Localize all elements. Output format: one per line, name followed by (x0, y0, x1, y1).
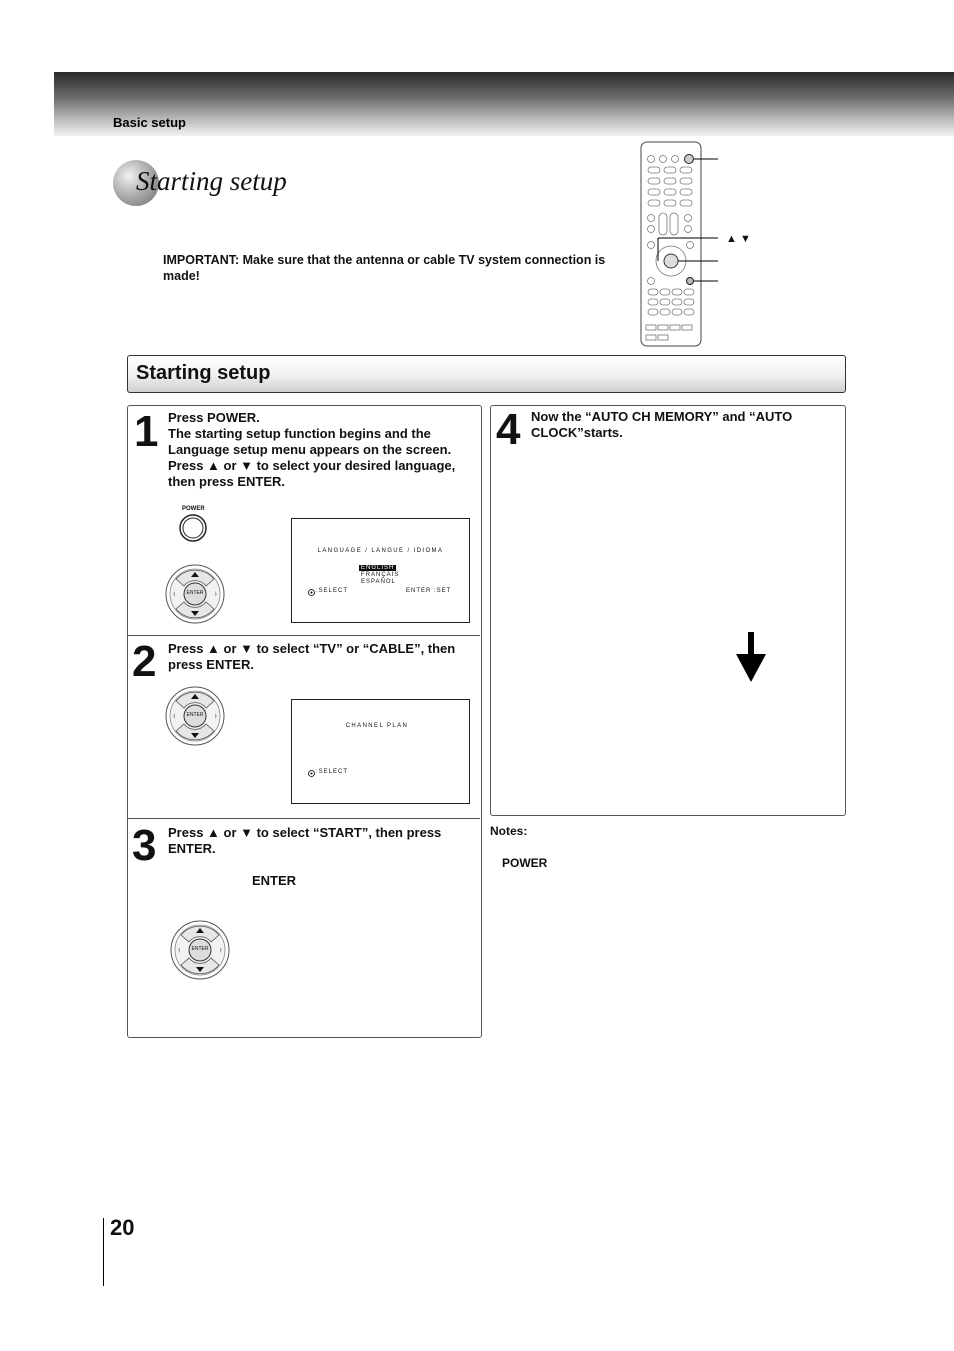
section-label: Basic setup (113, 115, 186, 130)
notes-power: POWER (502, 856, 548, 870)
section-banner-title: Starting setup (136, 362, 271, 384)
page-title: Starting setup (136, 166, 287, 196)
enter-button-label: ENTER (191, 946, 209, 952)
language-option: ESPAÑOL (361, 579, 396, 585)
step-2-line: press ENTER. (168, 657, 254, 672)
step-divider (128, 635, 480, 636)
page-number-rule (103, 1218, 104, 1286)
channel-plan-screen-title: CHANNEL PLAN (345, 723, 409, 729)
enter-button-label: ENTER (186, 712, 204, 718)
channel-plan-screen (291, 699, 470, 804)
step-3-line: Press ▲ or ▼ to select “START”, then press (168, 825, 442, 840)
step-2-instructions (168, 641, 478, 673)
language-option: FRANÇAIS (361, 572, 400, 578)
step-3-line: ENTER. (168, 841, 216, 856)
language-option-selected: ENGLISH (361, 565, 395, 571)
step-1-line: Language setup menu appears on the screen. (168, 442, 452, 457)
step-4-box (490, 405, 846, 816)
step-2-number: 2 (132, 637, 157, 686)
step-3-enter-label: ENTER (252, 873, 297, 888)
language-screen-title: LANGUAGE / LANGUE / IDIOMA (317, 548, 444, 554)
step-2-line: Press ▲ or ▼ to select “TV” or “CABLE”, then (168, 641, 456, 656)
step-3-instructions (168, 825, 478, 857)
select-dpad-icon (308, 770, 315, 777)
step-divider (128, 818, 480, 819)
step-1-number: 1 (134, 407, 159, 456)
language-options (359, 565, 399, 586)
important-note: IMPORTANT: Make sure that the antenna or cable TV system connection is made! (163, 253, 606, 283)
step-4-number: 4 (496, 405, 521, 454)
select-dpad-icon (308, 589, 315, 596)
step-1-instructions (168, 410, 478, 490)
step-1-line: The starting setup function begins and the (168, 426, 431, 441)
down-arrow-icon (735, 632, 767, 682)
header-band (54, 72, 954, 136)
screen-set-hint: ENTER :SET (406, 588, 452, 594)
notes-label: Notes: (490, 824, 528, 838)
power-button-icon (178, 513, 208, 543)
up-down-callout-label: ▲ ▼ (726, 233, 751, 245)
page-number: 20 (110, 1215, 135, 1240)
step-1-line: then press ENTER. (168, 474, 286, 489)
step-4-line: CLOCK”starts. (531, 425, 623, 440)
step-3-number: 3 (132, 821, 157, 870)
enter-button-label: ENTER (186, 590, 204, 596)
step-1-line: Press ▲ or ▼ to select your desired language, (168, 458, 456, 473)
step-4-instructions (531, 409, 836, 441)
power-button-label: POWER (182, 506, 205, 512)
screen-select-hint: :SELECT (316, 769, 349, 775)
step-4-line: Now the “AUTO CH MEMORY” and “AUTO (531, 409, 793, 424)
screen-select-hint: :SELECT (316, 588, 349, 594)
step-1-line: Press POWER. (168, 410, 260, 425)
